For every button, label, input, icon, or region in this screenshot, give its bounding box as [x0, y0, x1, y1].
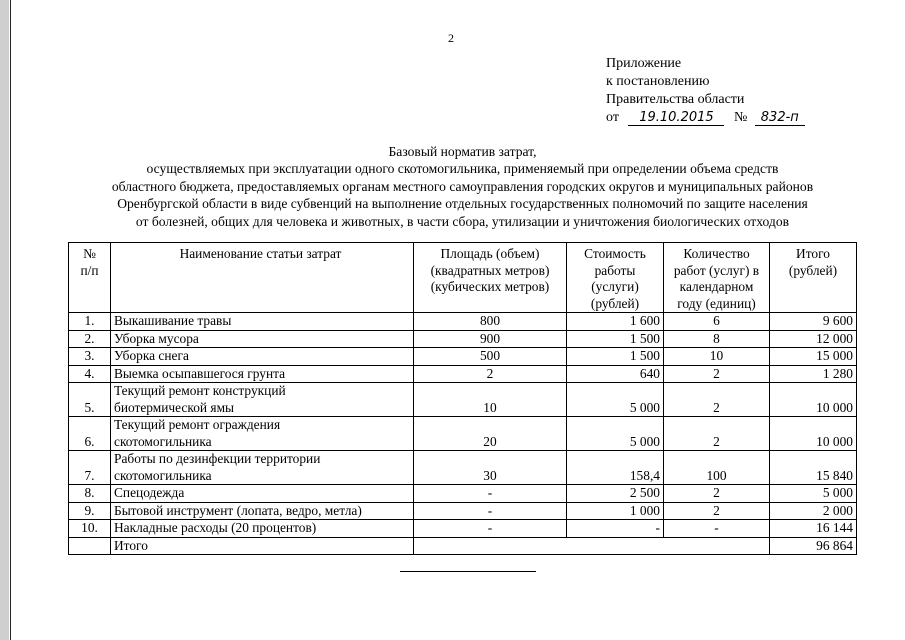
- header-area-line-2: (квадратных метров): [430, 262, 550, 278]
- row-cost: 1 500: [567, 348, 664, 366]
- row-area: -: [414, 485, 567, 503]
- row-area: 800: [414, 313, 567, 331]
- row-total: 5 000: [770, 485, 857, 503]
- row-num: 9.: [69, 502, 111, 520]
- header-qty-line-3: календарном: [679, 279, 754, 294]
- row-name-line-2: биотермической ямы: [114, 399, 235, 415]
- title-line-3: областного бюджета, предоставляемых органам местного самоуправления городских округов и муниципальных районов: [111, 178, 814, 194]
- header-area-line-3: (кубических метров): [430, 279, 550, 294]
- row-qty: 2: [664, 365, 770, 383]
- row-area: 20: [414, 417, 567, 451]
- total-value: 96 864: [770, 537, 857, 555]
- header-area: [414, 243, 567, 313]
- row-num: 10.: [69, 520, 111, 538]
- row-cost: 5 000: [567, 383, 664, 417]
- header-total-line-2: (рублей): [788, 262, 838, 278]
- header-cost-line-2: работы: [594, 262, 636, 278]
- row-total: 9 600: [770, 313, 857, 331]
- date-prefix: от: [606, 110, 619, 125]
- total-num-empty: [69, 537, 111, 555]
- number-prefix: №: [733, 110, 748, 125]
- row-area: 900: [414, 330, 567, 348]
- page-number: 2: [448, 31, 454, 45]
- row-qty: 2: [664, 417, 770, 451]
- row-name: [111, 383, 414, 417]
- row-qty: 6: [664, 313, 770, 331]
- row-qty: 2: [664, 383, 770, 417]
- header-num-line-2: п/п: [80, 262, 99, 278]
- row-name-line-2: скотомогильника: [114, 467, 212, 483]
- table-row: [69, 520, 857, 538]
- header-qty: [664, 243, 770, 313]
- header-cost-line-1: Стоимость: [584, 246, 646, 261]
- row-name: [111, 417, 414, 451]
- row-total: 10 000: [770, 417, 857, 451]
- row-cost: 158,4: [567, 451, 664, 485]
- row-area: 500: [414, 348, 567, 366]
- scan-left-edge: [0, 0, 9, 640]
- table-row: [69, 485, 857, 503]
- row-name: Бытовой инструмент (лопата, ведро, метла): [111, 502, 414, 520]
- table-row: [69, 365, 857, 383]
- row-num: 2.: [69, 330, 111, 348]
- row-area: -: [414, 520, 567, 538]
- header-total-line-1: Итого: [796, 246, 830, 261]
- row-name-line-1: Работы по дезинфекции территории: [114, 451, 321, 466]
- row-total: 2 000: [770, 502, 857, 520]
- title-line-1: Базовый норматив затрат,: [388, 144, 537, 159]
- table-row: [69, 348, 857, 366]
- row-qty: 2: [664, 502, 770, 520]
- header-num: [69, 243, 111, 313]
- row-total: 10 000: [770, 383, 857, 417]
- table-row: [69, 313, 857, 331]
- decree-number: 832-п: [755, 111, 805, 126]
- scan-left-rule: [10, 0, 11, 640]
- appendix-line-1: Приложение: [606, 56, 682, 71]
- row-cost: 2 500: [567, 485, 664, 503]
- appendix-line-3: Правительства области: [606, 92, 745, 107]
- header-cost-line-3: (услуги): [591, 279, 639, 294]
- row-name: Уборка снега: [111, 348, 414, 366]
- row-area: -: [414, 502, 567, 520]
- decree-date: 19.10.2015: [628, 111, 724, 126]
- row-cost: 1 600: [567, 313, 664, 331]
- cost-table: [68, 242, 857, 555]
- row-name: Накладные расходы (20 процентов): [111, 520, 414, 538]
- row-name: Выкашивание травы: [111, 313, 414, 331]
- appendix-line-2: к постановлению: [606, 74, 710, 89]
- row-area: 2: [414, 365, 567, 383]
- row-qty: -: [664, 520, 770, 538]
- row-num: 4.: [69, 365, 111, 383]
- row-cost: -: [567, 520, 664, 538]
- table-row: [69, 502, 857, 520]
- row-total: 15 000: [770, 348, 857, 366]
- row-qty: 2: [664, 485, 770, 503]
- table-row: [69, 383, 857, 417]
- header-total: [770, 243, 857, 313]
- row-name-line-1: Текущий ремонт ограждения: [114, 417, 281, 432]
- row-name-line-1: Текущий ремонт конструкций: [114, 383, 286, 398]
- row-total: 15 840: [770, 451, 857, 485]
- row-name: Спецодежда: [111, 485, 414, 503]
- header-name: [111, 243, 414, 313]
- table-header-row: [69, 243, 857, 313]
- table-row: [69, 451, 857, 485]
- row-num: 8.: [69, 485, 111, 503]
- appendix-block: [606, 55, 805, 127]
- row-area: 30: [414, 451, 567, 485]
- header-num-line-1: №: [83, 246, 96, 261]
- document-title: [40, 143, 885, 230]
- row-area: 10: [414, 383, 567, 417]
- title-line-5: от болезней, общих для человека и животных, в части сбора, утилизации и уничтожения биологических отходов: [135, 213, 790, 229]
- row-cost: 640: [567, 365, 664, 383]
- bottom-separator: [400, 571, 536, 572]
- row-num: 3.: [69, 348, 111, 366]
- title-line-4: Оренбургской области в виде субвенций на выполнение отдельных государственных полномочий по защите населения: [117, 196, 808, 212]
- row-name: [111, 451, 414, 485]
- total-label: Итого: [111, 537, 414, 555]
- row-num: 6.: [69, 417, 111, 451]
- row-total: 16 144: [770, 520, 857, 538]
- table-row: [69, 417, 857, 451]
- row-qty: 100: [664, 451, 770, 485]
- header-area-line-1: Площадь (объем): [440, 246, 540, 261]
- row-total: 12 000: [770, 330, 857, 348]
- appendix-date-line: [606, 109, 805, 127]
- row-name-line-2: скотомогильника: [114, 433, 212, 449]
- total-empty: [414, 537, 770, 555]
- header-cost: [567, 243, 664, 313]
- row-total: 1 280: [770, 365, 857, 383]
- row-cost: 1 500: [567, 330, 664, 348]
- table-row: [69, 330, 857, 348]
- row-num: 5.: [69, 383, 111, 417]
- header-qty-line-4: году (единиц): [677, 295, 756, 311]
- header-qty-line-2: работ (услуг) в: [673, 262, 760, 278]
- row-name: Уборка мусора: [111, 330, 414, 348]
- header-name-text: Наименование статьи затрат: [179, 246, 342, 261]
- header-qty-line-1: Количество: [683, 246, 750, 261]
- row-num: 1.: [69, 313, 111, 331]
- row-qty: 8: [664, 330, 770, 348]
- row-num: 7.: [69, 451, 111, 485]
- row-cost: 1 000: [567, 502, 664, 520]
- table-total-row: [69, 537, 857, 555]
- title-line-2: осуществляемых при эксплуатации одного скотомогильника, применяемый при определении объема средств: [146, 161, 779, 177]
- row-qty: 10: [664, 348, 770, 366]
- row-name: Выемка осыпавшегося грунта: [111, 365, 414, 383]
- row-cost: 5 000: [567, 417, 664, 451]
- header-cost-line-4: (рублей): [590, 295, 640, 311]
